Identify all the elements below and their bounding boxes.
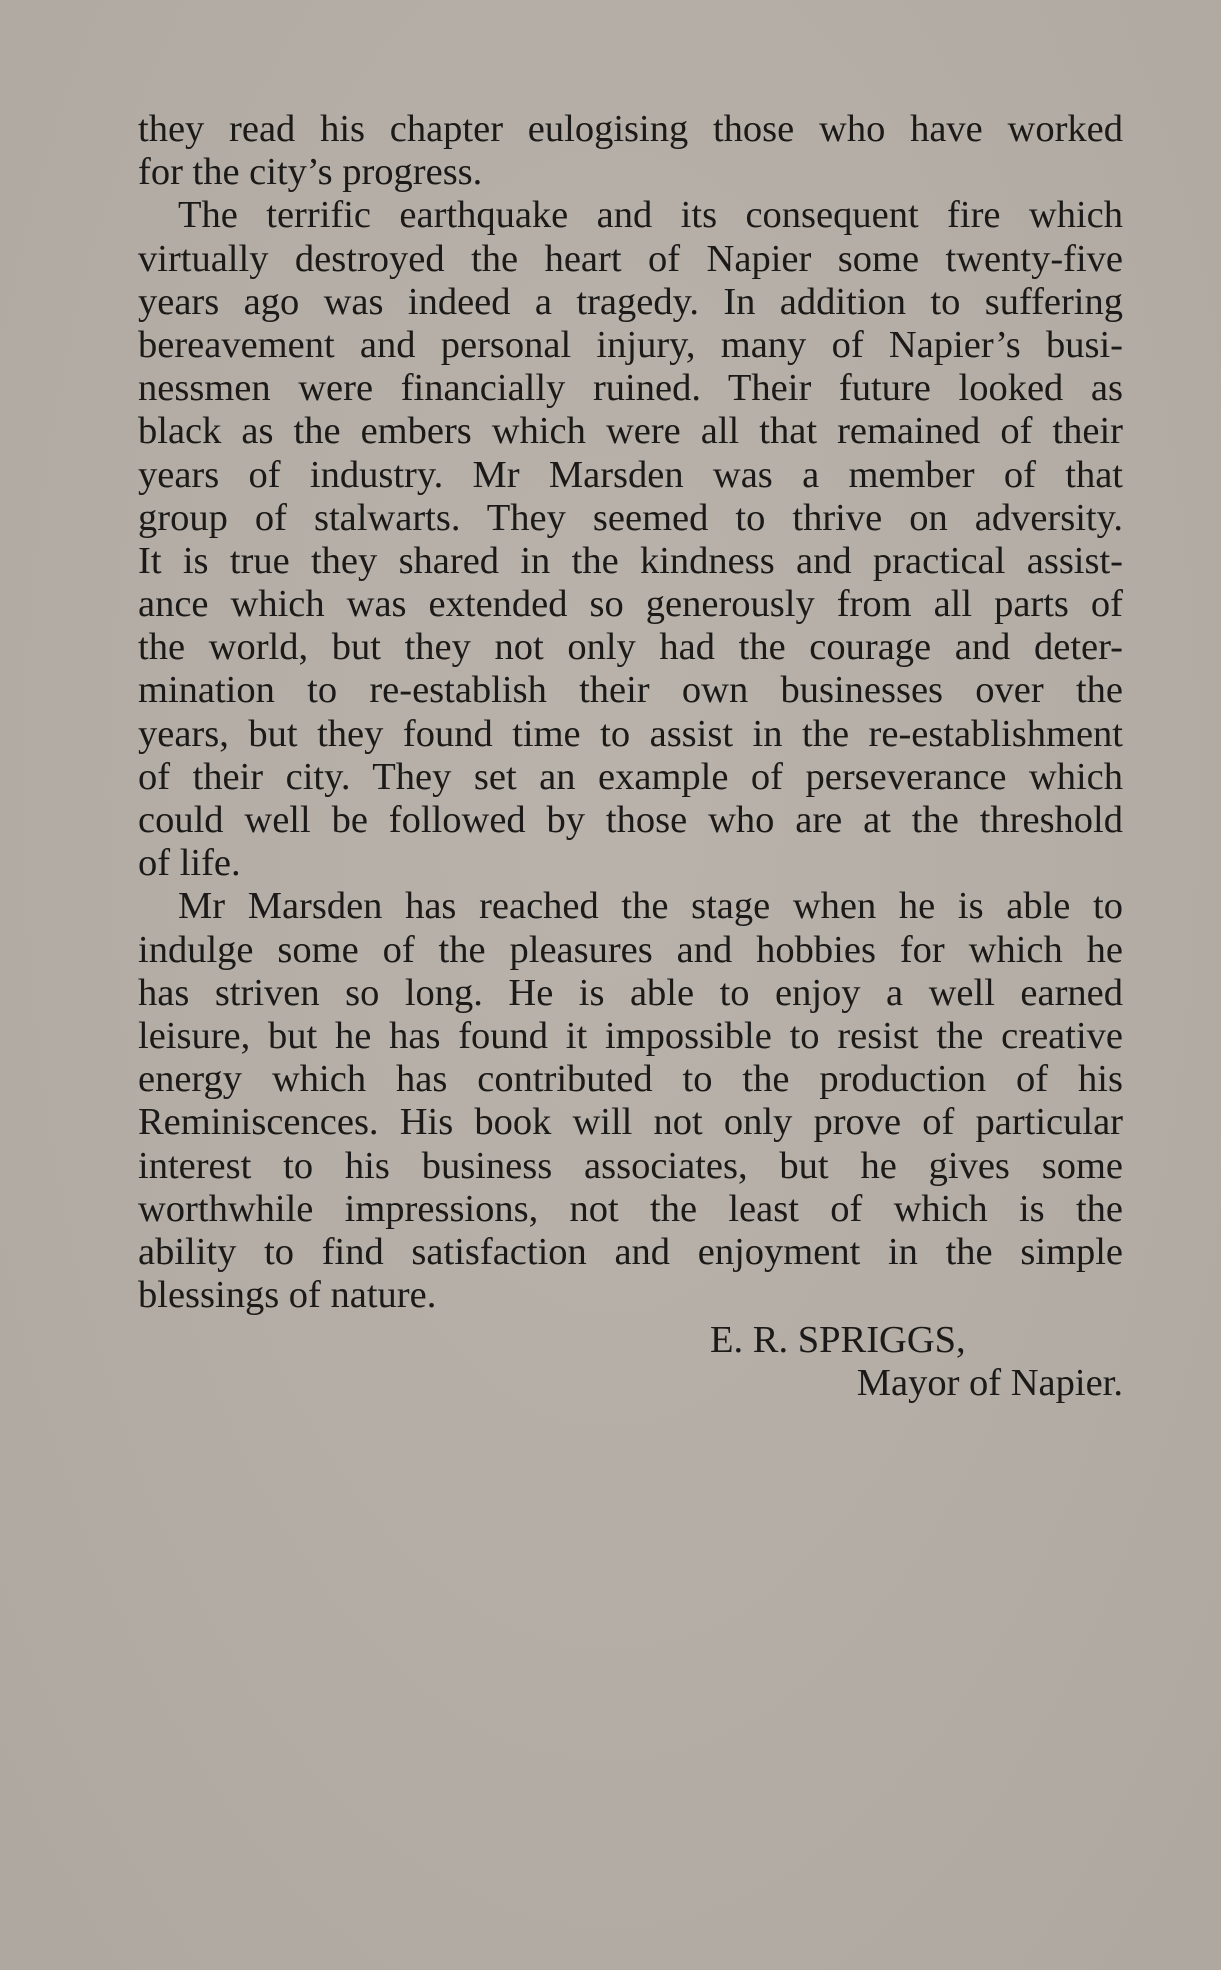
text-line: years of industry. Mr Marsden was a member of that	[138, 453, 1123, 496]
text-line: worthwhile impressions, not the least of which is the	[138, 1187, 1123, 1230]
body-text	[138, 108, 1123, 1317]
text-line: the world, but they not only had the courage and deter-	[138, 626, 1123, 669]
text-line: The terrific earthquake and its consequent fire which	[178, 194, 1123, 237]
text-line: interest to his business associates, but he gives some	[138, 1144, 1123, 1187]
signature-title: Mayor of Napier.	[856, 1362, 1123, 1404]
text-line: ance which was extended so generously from all parts of	[138, 583, 1123, 626]
text-line: of their city. They set an example of perseverance which	[138, 755, 1123, 798]
signature-name: E. R. SPRIGGS,	[710, 1319, 966, 1361]
text-line: has striven so long. He is able to enjoy a well earned	[138, 971, 1123, 1014]
text-line: energy which has contributed to the production of his	[138, 1058, 1123, 1101]
text-line: virtually destroyed the heart of Napier some twenty-five	[138, 237, 1123, 280]
text-line: group of stalwarts. They seemed to thrive on adversity.	[138, 496, 1123, 539]
text-line: mination to re-establish their own businesses over the	[138, 669, 1123, 712]
text-line: Mr Marsden has reached the stage when he is able to	[178, 885, 1123, 928]
text-line: bereavement and personal injury, many of Napier’s busi-	[138, 323, 1123, 366]
text-line: nessmen were financially ruined. Their future looked as	[138, 367, 1123, 410]
text-line: ability to find satisfaction and enjoyment in the simple	[138, 1230, 1123, 1273]
text-line: years ago was indeed a tragedy. In addition to suffering	[138, 280, 1123, 323]
text-line: leisure, but he has found it impossible to resist the creative	[138, 1014, 1123, 1057]
text-line: years, but they found time to assist in the re-establishment	[138, 712, 1123, 755]
text-line: blessings of nature.	[138, 1274, 437, 1317]
text-line: could well be followed by those who are at the threshold	[138, 799, 1123, 841]
text-line: of life.	[138, 842, 241, 885]
text-line: for the city’s progress.	[138, 151, 483, 194]
text-line: Reminiscences. His book will not only prove of particular	[138, 1101, 1123, 1144]
text-line: It is true they shared in the kindness and practical assist-	[138, 539, 1123, 582]
text-line: they read his chapter eulogising those who have worked	[138, 108, 1123, 150]
text-line: black as the embers which were all that remained of their	[138, 410, 1123, 453]
text-line: indulge some of the pleasures and hobbies for which he	[138, 928, 1123, 971]
